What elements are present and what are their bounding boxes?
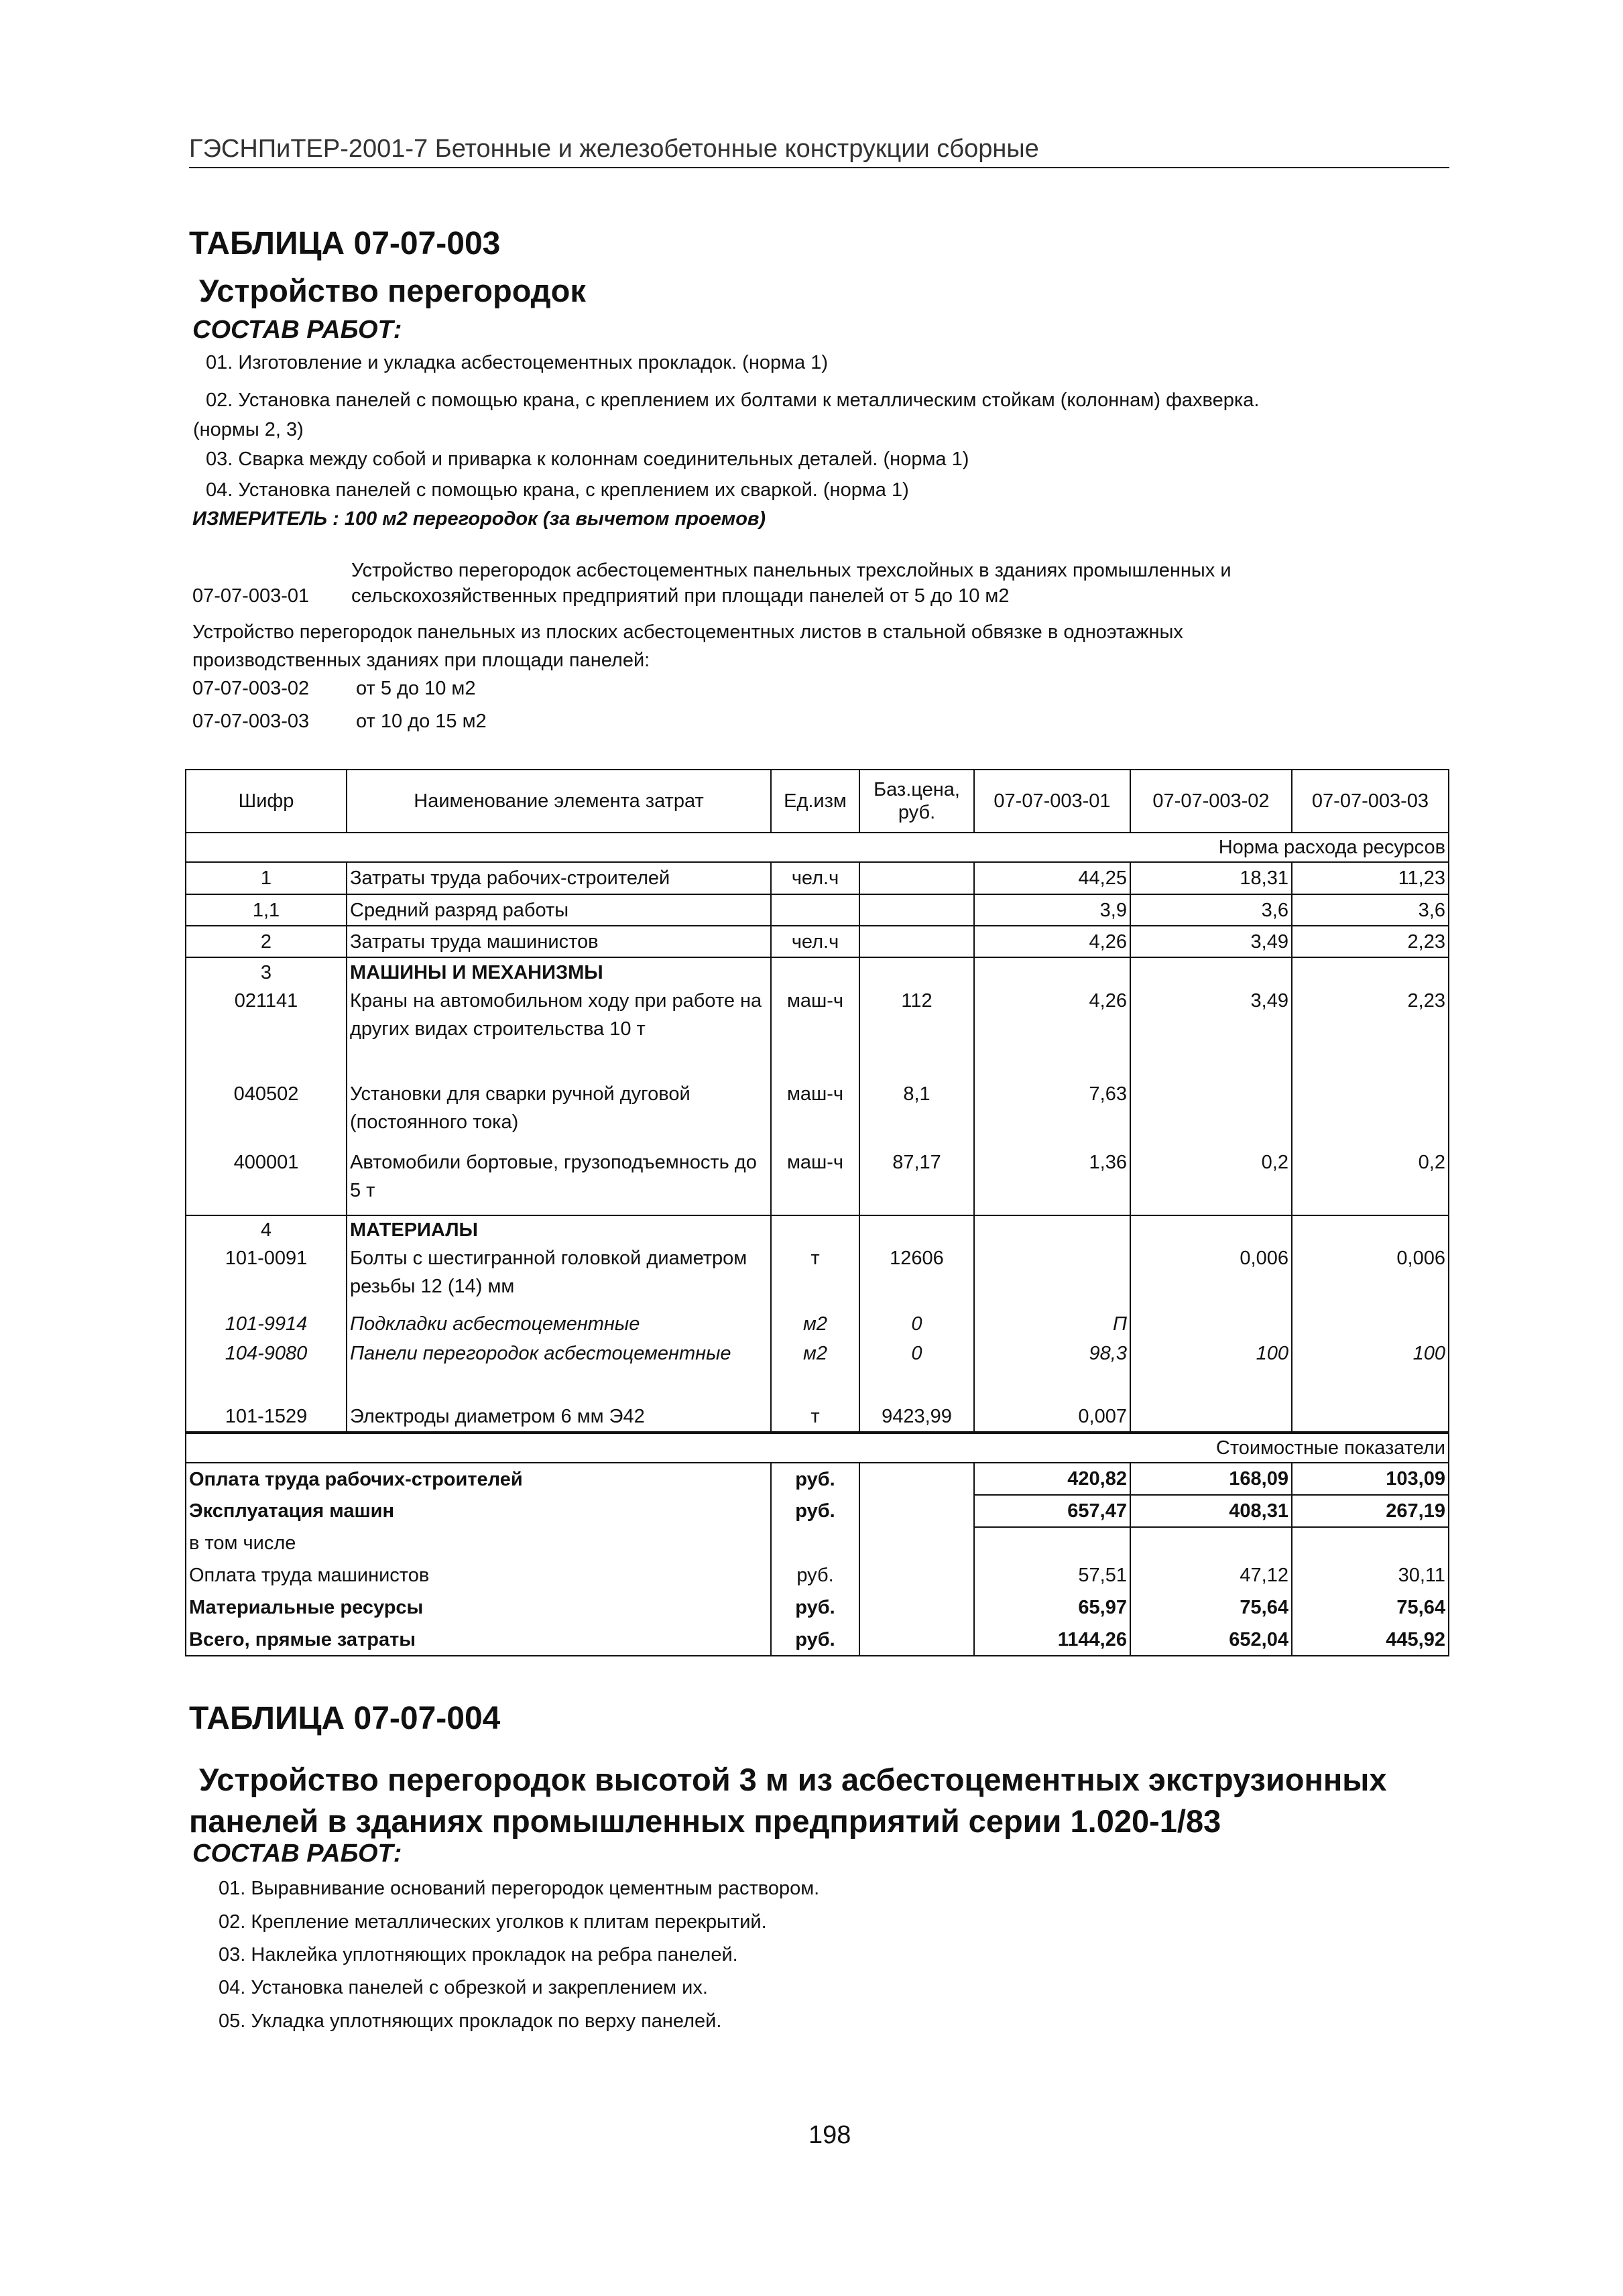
row-norm-3 [1292, 1215, 1449, 1244]
row-unit [771, 894, 859, 926]
table-title: Устройство перегородок высотой 3 м из асбестоцементных экструзионных [199, 1762, 1387, 1797]
cost-unit: руб. [771, 1495, 859, 1527]
cost-row [186, 1624, 1449, 1656]
row-norm-3: 3,6 [1292, 894, 1449, 926]
table-row [186, 1080, 1449, 1148]
variant-text: от 10 до 15 м2 [356, 711, 487, 732]
row-code: 400001 [186, 1148, 347, 1215]
work-item: 03. Сварка между собой и приварка к колоннам соединительных деталей. (норма 1) [206, 448, 969, 470]
cost-name: Материальные ресурсы [186, 1591, 771, 1624]
cost-name: в том числе [186, 1527, 771, 1559]
row-norm-1: П [974, 1310, 1130, 1339]
cost-name: Всего, прямые затраты [186, 1624, 771, 1656]
row-unit: чел.ч [771, 862, 859, 894]
table-row [186, 1148, 1449, 1215]
row-norm-3: 11,23 [1292, 862, 1449, 894]
desc-line: сельскохозяйственных предприятий при площади панелей от 5 до 10 м2 [351, 585, 1010, 607]
row-price: 8,1 [859, 1080, 974, 1148]
row-name: МАТЕРИАЛЫ [347, 1215, 771, 1244]
row-norm-1: 44,25 [974, 862, 1130, 894]
table-row [186, 862, 1449, 894]
variant-code: 07-07-003-02 [192, 678, 310, 699]
row-norm-1: 3,9 [974, 894, 1130, 926]
work-item: 04. Установка панелей с помощью крана, с креплением их сваркой. (норма 1) [206, 479, 909, 501]
norm-section-label: Норма расхода ресурсов [186, 833, 1449, 862]
cost-value-3: 103,09 [1292, 1463, 1449, 1495]
row-unit: т [771, 1402, 859, 1433]
sostav-label: СОСТАВ РАБОТ: [192, 1839, 402, 1868]
work-item: 01. Выравнивание оснований перегородок цементным раствором. [219, 1878, 820, 1899]
row-code: 101-9914 [186, 1310, 347, 1339]
row-name: Средний разряд работы [347, 894, 771, 926]
cost-value-1: 657,47 [974, 1495, 1130, 1527]
row-norm-2 [1130, 1310, 1292, 1339]
cost-value-2: 652,04 [1130, 1624, 1292, 1656]
cost-value-3: 30,11 [1292, 1559, 1449, 1591]
cost-value-2: 47,12 [1130, 1559, 1292, 1591]
row-unit [771, 1215, 859, 1244]
desc-line: Устройство перегородок асбестоцементных панельных трехслойных в зданиях промышленных и [351, 560, 1231, 581]
cost-value-1: 65,97 [974, 1591, 1130, 1624]
row-norm-2 [1130, 1080, 1292, 1148]
cost-value-3: 445,92 [1292, 1624, 1449, 1656]
cost-value-2 [1130, 1527, 1292, 1559]
table-row [186, 926, 1449, 957]
cost-section-label: Стоимостные показатели [186, 1433, 1449, 1463]
row-norm-2: 18,31 [1130, 862, 1292, 894]
cost-price [859, 1559, 974, 1591]
row-norm-1 [974, 1244, 1130, 1310]
row-price [859, 957, 974, 987]
work-item: 03. Наклейка уплотняющих прокладок на ребра панелей. [219, 1944, 738, 1966]
variant-text: от 5 до 10 м2 [356, 678, 476, 699]
col-header-norm-1: 07-07-003-01 [974, 770, 1130, 833]
row-name: Затраты труда машинистов [347, 926, 771, 957]
row-code: 2 [186, 926, 347, 957]
row-norm-1: 1,36 [974, 1148, 1130, 1215]
cost-price [859, 1591, 974, 1624]
row-norm-3: 2,23 [1292, 926, 1449, 957]
row-code: 101-1529 [186, 1402, 347, 1433]
table-row [186, 1339, 1449, 1402]
row-norm-2: 0,2 [1130, 1148, 1292, 1215]
col-header-price: Баз.цена, руб. [859, 770, 974, 833]
row-price: 112 [859, 987, 974, 1080]
cost-price [859, 1624, 974, 1656]
cost-unit: руб. [771, 1463, 859, 1495]
cost-unit [771, 1527, 859, 1559]
cost-value-2: 75,64 [1130, 1591, 1292, 1624]
col-header-name: Наименование элемента затрат [347, 770, 771, 833]
table-title: Устройство перегородок [199, 273, 586, 308]
work-item-cont: (нормы 2, 3) [193, 419, 304, 440]
row-norm-1: 4,26 [974, 926, 1130, 957]
cost-value-1: 420,82 [974, 1463, 1130, 1495]
cost-price [859, 1527, 974, 1559]
table-row [186, 987, 1449, 1080]
cost-value-3: 75,64 [1292, 1591, 1449, 1624]
variant-code: 07-07-003-01 [192, 585, 310, 607]
table-row [186, 1310, 1449, 1339]
page-number: 198 [808, 2121, 851, 2149]
desc-line: Устройство перегородок панельных из плоских асбестоцементных листов в стальной обвязке в одноэтажных [192, 621, 1183, 643]
cost-value-1 [974, 1527, 1130, 1559]
col-header-code: Шифр [186, 770, 347, 833]
cost-row [186, 1591, 1449, 1624]
row-norm-2 [1130, 1402, 1292, 1433]
row-norm-2 [1130, 1215, 1292, 1244]
row-name: Болты с шестигранной головкой диаметром резьбы 12 (14) мм [347, 1244, 771, 1310]
measure-unit: ИЗМЕРИТЕЛЬ : 100 м2 перегородок (за вычетом проемов) [192, 508, 766, 530]
group-row [186, 957, 1449, 987]
table-header-row [186, 770, 1449, 833]
row-price: 0 [859, 1339, 974, 1402]
row-unit [771, 957, 859, 987]
row-name: Краны на автомобильном ходу при работе на других видах строительства 10 т [347, 987, 771, 1080]
cost-value-3 [1292, 1527, 1449, 1559]
cost-row [186, 1495, 1449, 1527]
row-norm-3 [1292, 957, 1449, 987]
row-unit: чел.ч [771, 926, 859, 957]
table-title: панелей в зданиях промышленных предприятий серии 1.020-1/83 [189, 1803, 1221, 1839]
table-row [186, 894, 1449, 926]
work-item: 04. Установка панелей с обрезкой и закреплением их. [219, 1977, 708, 1998]
norms-table [185, 769, 1449, 1656]
table-heading: ТАБЛИЦА 07-07-003 [189, 226, 501, 261]
row-price [859, 862, 974, 894]
header-rule [189, 167, 1449, 168]
work-item: 02. Установка панелей с помощью крана, с креплением их болтами к металлическим стойкам (колоннам) фахверка. [206, 389, 1260, 411]
row-price: 12606 [859, 1244, 974, 1310]
row-unit: м2 [771, 1310, 859, 1339]
cost-row [186, 1463, 1449, 1495]
row-norm-1: 0,007 [974, 1402, 1130, 1433]
row-name: Автомобили бортовые, грузоподъемность до 5 т [347, 1148, 771, 1215]
row-unit: м2 [771, 1339, 859, 1402]
row-norm-3: 2,23 [1292, 987, 1449, 1080]
cost-unit: руб. [771, 1559, 859, 1591]
row-norm-3 [1292, 1310, 1449, 1339]
table-heading: ТАБЛИЦА 07-07-004 [189, 1701, 501, 1736]
col-header-norm-3: 07-07-003-03 [1292, 770, 1449, 833]
row-code: 1 [186, 862, 347, 894]
row-norm-2: 100 [1130, 1339, 1292, 1402]
row-norm-3 [1292, 1080, 1449, 1148]
cost-name: Оплата труда машинистов [186, 1559, 771, 1591]
row-unit: маш-ч [771, 1148, 859, 1215]
row-code: 4 [186, 1215, 347, 1244]
row-norm-2: 3,49 [1130, 926, 1292, 957]
group-row [186, 1215, 1449, 1244]
row-unit: маш-ч [771, 987, 859, 1080]
row-norm-2 [1130, 957, 1292, 987]
row-norm-1 [974, 1215, 1130, 1244]
col-header-unit: Ед.изм [771, 770, 859, 833]
cost-value-3: 267,19 [1292, 1495, 1449, 1527]
variant-code: 07-07-003-03 [192, 711, 310, 732]
table-row [186, 1244, 1449, 1310]
row-price [859, 926, 974, 957]
work-item: 02. Крепление металлических уголков к плитам перекрытий. [219, 1911, 767, 1933]
row-code: 104-9080 [186, 1339, 347, 1402]
cost-row [186, 1559, 1449, 1591]
cost-row [186, 1527, 1449, 1559]
row-name: Затраты труда рабочих-строителей [347, 862, 771, 894]
row-norm-1 [974, 957, 1130, 987]
cost-value-1: 1144,26 [974, 1624, 1130, 1656]
row-code: 040502 [186, 1080, 347, 1148]
cost-price [859, 1463, 974, 1495]
row-norm-2: 0,006 [1130, 1244, 1292, 1310]
row-price [859, 1215, 974, 1244]
row-unit: маш-ч [771, 1080, 859, 1148]
section-row [186, 1433, 1449, 1463]
row-price: 9423,99 [859, 1402, 974, 1433]
row-name: Панели перегородок асбестоцементные [347, 1339, 771, 1402]
running-header: ГЭСНПиТЕР-2001-7 Бетонные и железобетонные конструкции сборные [189, 135, 1039, 163]
row-norm-3: 0,006 [1292, 1244, 1449, 1310]
cost-unit: руб. [771, 1624, 859, 1656]
row-price: 0 [859, 1310, 974, 1339]
row-norm-3 [1292, 1402, 1449, 1433]
row-code: 021141 [186, 987, 347, 1080]
row-norm-2: 3,49 [1130, 987, 1292, 1080]
row-norm-3: 0,2 [1292, 1148, 1449, 1215]
row-norm-3: 100 [1292, 1339, 1449, 1402]
row-name: Электроды диаметром 6 мм Э42 [347, 1402, 771, 1433]
sostav-label: СОСТАВ РАБОТ: [192, 316, 402, 344]
row-norm-1: 7,63 [974, 1080, 1130, 1148]
work-item: 05. Укладка уплотняющих прокладок по верху панелей. [219, 2010, 722, 2032]
cost-unit: руб. [771, 1591, 859, 1624]
row-price: 87,17 [859, 1148, 974, 1215]
row-norm-1: 4,26 [974, 987, 1130, 1080]
row-code: 1,1 [186, 894, 347, 926]
row-name: Подкладки асбестоцементные [347, 1310, 771, 1339]
row-code: 101-0091 [186, 1244, 347, 1310]
cost-name: Оплата труда рабочих-строителей [186, 1463, 771, 1495]
row-code: 3 [186, 957, 347, 987]
cost-value-1: 57,51 [974, 1559, 1130, 1591]
row-name: МАШИНЫ И МЕХАНИЗМЫ [347, 957, 771, 987]
row-price [859, 894, 974, 926]
table-row [186, 1402, 1449, 1433]
work-item: 01. Изготовление и укладка асбестоцементных прокладок. (норма 1) [206, 352, 828, 373]
cost-value-2: 168,09 [1130, 1463, 1292, 1495]
row-unit: т [771, 1244, 859, 1310]
section-row [186, 833, 1449, 862]
cost-price [859, 1495, 974, 1527]
row-name: Установки для сварки ручной дуговой (постоянного тока) [347, 1080, 771, 1148]
row-norm-1: 98,3 [974, 1339, 1130, 1402]
row-norm-2: 3,6 [1130, 894, 1292, 926]
desc-line: производственных зданиях при площади панелей: [192, 650, 650, 671]
cost-value-2: 408,31 [1130, 1495, 1292, 1527]
col-header-norm-2: 07-07-003-02 [1130, 770, 1292, 833]
cost-name: Эксплуатация машин [186, 1495, 771, 1527]
